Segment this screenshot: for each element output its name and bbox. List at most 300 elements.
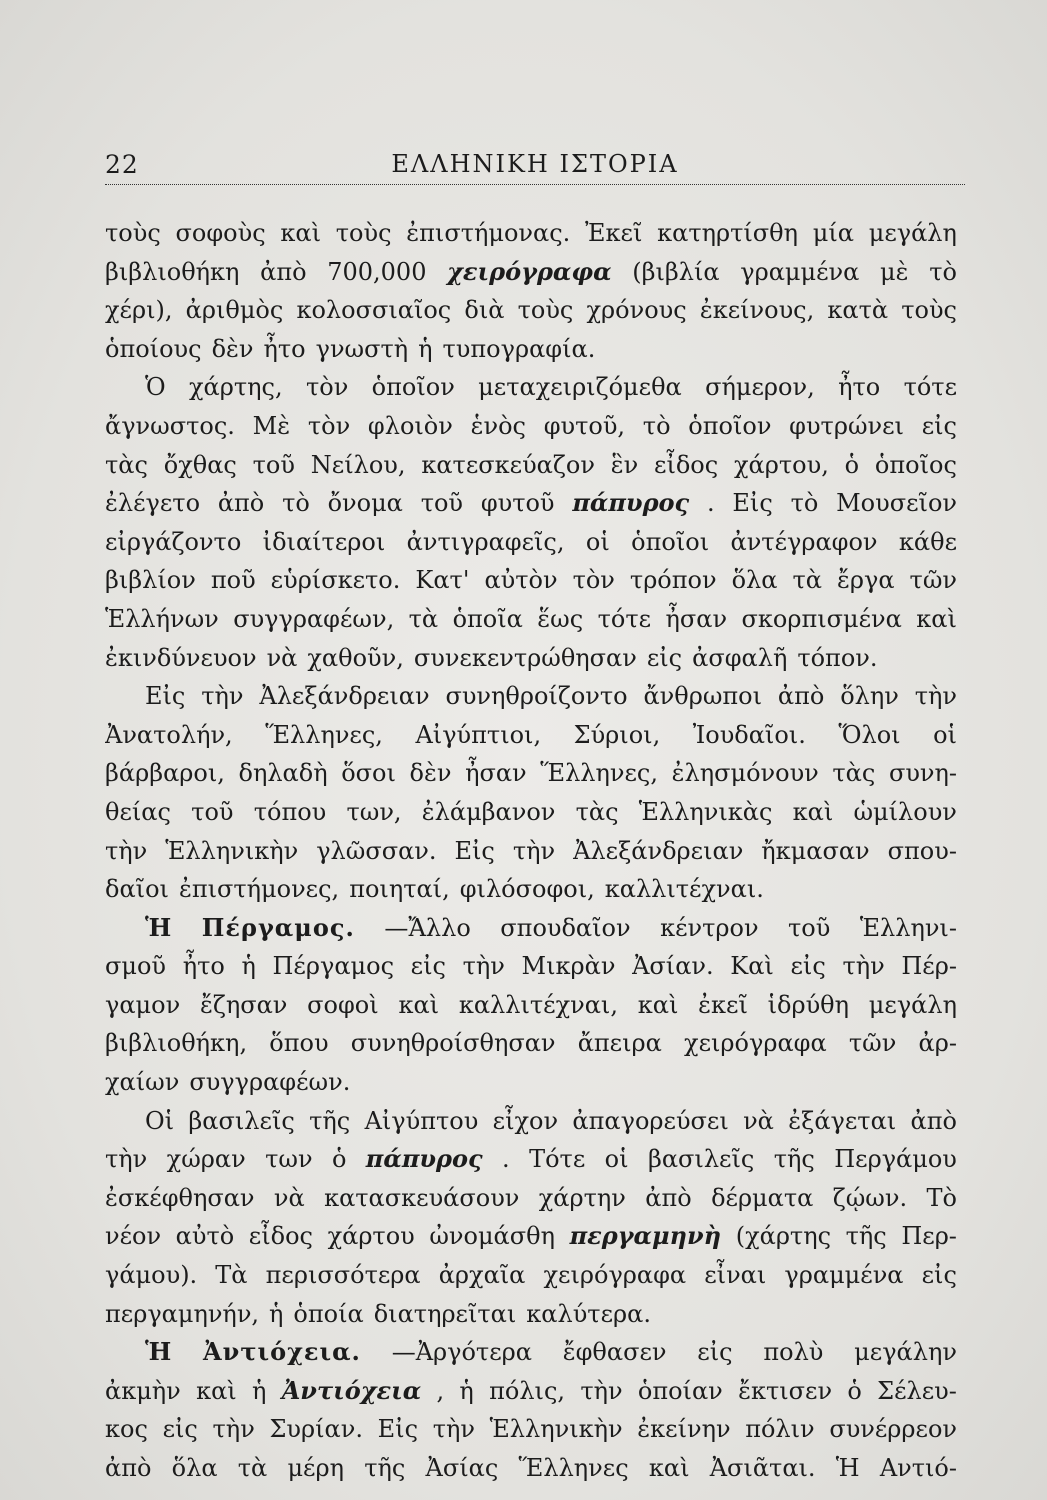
word: τοῦ [788,913,831,942]
text-line [105,677,957,716]
word: ἑνὸς [470,411,526,440]
text-line [105,1410,957,1449]
word: φλοιὸν [367,411,453,440]
emphasized-word: Ἀντιόχεια [281,1375,422,1405]
header-rule [105,184,965,185]
word: τότε [903,373,957,402]
word: ἐπιστήμονας. [406,219,571,247]
word: Ἀλεξάνδρειαν [259,682,430,711]
word: πόλις, [489,1376,566,1405]
text-line [105,291,957,330]
section-heading-word: Πέργαμος. [201,912,355,942]
word: χάρτου [327,1222,415,1251]
text-line [105,986,957,1025]
word: τοὺς [901,296,957,325]
word: ἦτο [182,952,225,981]
word: Ἑλληνι- [859,913,957,942]
word: Τὰ [215,1261,248,1290]
word: συγγραφέων, [233,604,395,633]
word: ἡ [269,1299,284,1328]
word: τόπου [253,797,327,826]
word: (χάρτης [735,1222,832,1251]
word: νὰ [743,1106,774,1135]
text-line [105,1179,957,1218]
word: χειρόγραφα [543,1261,687,1290]
word: συνεκεντρώθησαν [413,643,637,672]
word: τὴν [105,1145,148,1174]
word: τὸν [572,566,615,595]
word: ἡ [459,1376,474,1405]
section-heading-word: Ἡ [145,1337,173,1367]
text-line [105,870,957,909]
word: ποιηταί, [349,875,450,904]
word: διὰ [464,296,505,325]
word: εἰς [646,643,683,672]
word: Ἀσίαν. [632,952,714,981]
word: ἦσαν [465,759,527,788]
word: Ἑλληνικὴν [489,1415,623,1444]
word: ἡ [418,334,433,363]
word: εἶχον [492,1106,559,1135]
word: χάρτου, [734,450,829,479]
text-line [105,330,957,369]
word: βάρβαροι, [105,759,225,788]
word: Ἀσίας [425,1454,499,1482]
word: των, [346,797,402,826]
word: δὲν [409,759,452,788]
word: βιβλιοθήκη, [105,1029,248,1058]
word: ὁποία [293,1299,364,1328]
word: καὶ [792,797,834,826]
emphasized-word: πάπυρος [572,488,690,518]
word: γάμου). [105,1261,198,1290]
word: τὴν [462,952,505,981]
word: ἀρχαῖα [438,1261,526,1290]
word: γραμμένα [740,257,860,286]
word: ὁποίαν [637,1376,723,1405]
word: περγαμηνήν, [105,1299,260,1328]
word: τρόπον [629,566,717,595]
text-line [105,1372,957,1411]
word: καλύτερα. [526,1299,651,1328]
text-line [105,368,957,407]
word: ἐξάγεται [788,1106,897,1135]
word: ἐκείνην [637,1415,731,1444]
text-line [105,407,957,446]
word: γραμμένα [784,1261,904,1290]
text-line [105,253,957,292]
word: Οἱ [145,1106,175,1135]
word: χώραν [166,1145,246,1174]
word: σήμερον, [705,373,815,402]
word: γαμον [105,990,181,1019]
word: Νείλου, [310,450,406,479]
word: ὁποῖα [452,604,523,633]
word: πολὺ [763,1338,824,1367]
word: κάθε [898,527,957,556]
page-header [105,150,965,186]
word: τὰ [792,566,822,595]
word: ἐλέγετο [105,489,201,518]
word: των [265,1145,313,1174]
word: ἦτο [263,334,306,363]
emphasized-word: πάπυρος [365,1144,483,1174]
word: Εἰς [732,489,773,518]
word: κατηρτίσθη [657,219,798,247]
word: Σέλευ- [877,1376,957,1405]
word: τόπον. [797,643,878,672]
word: τῆς [845,1222,887,1251]
word: ὁποῖον [688,411,772,440]
word: ἔκτισεν [738,1376,833,1405]
word: αὐτὸ [175,1222,235,1251]
word: Περγάμου [834,1145,957,1174]
word: ἀπὸ [260,257,307,286]
word: ὅλην [840,682,899,711]
word: ἔφθασεν [562,1338,667,1367]
text-line [105,484,957,523]
word: Αἰγύπτου [364,1106,479,1135]
word: εἰργάζοντο [105,527,242,556]
word: τὰ [237,1454,268,1482]
word: ὁποῖοι [631,527,710,556]
word: ὅσοι [341,759,396,788]
word: τὴν [105,836,148,865]
word: Περ- [901,1222,957,1251]
word: τὸν [305,373,349,402]
page-number: 22 [105,150,139,179]
word: κος [105,1415,148,1444]
word: Ἑλληνικὰς [638,797,773,826]
word: βιβλίον [105,566,196,595]
word: τὰς [105,450,148,479]
text-line [105,793,957,832]
word: ὅπου [269,1029,329,1058]
word: χαθοῦν, [307,643,404,672]
word: ὁ [331,1145,347,1174]
word: ὄχθας [163,450,237,479]
word: κατεσκεύαζον [421,450,595,479]
word: οἱ [933,720,957,749]
word: ἦσαν [665,604,728,633]
word: τὴν [914,682,957,711]
word: Τότε [529,1145,586,1174]
text-line [105,523,957,562]
word: γνωστὴ [315,334,409,363]
word: καλλιτέχναι. [604,875,764,904]
word: τὴν [201,682,244,711]
word: (βιβλία [632,257,720,286]
word: χάρτην [538,1183,626,1212]
word: ἓν [610,450,639,479]
running-title: ΕΛΛΗΝΙΚΗ ΙΣΤΟΡΙΑ [391,150,679,178]
word: τὴν [580,1376,623,1405]
word: χέρι), [105,296,173,325]
word: Ὅλοι [838,720,901,749]
word: ποῦ [210,566,256,595]
word: χειρόγραφα [684,1029,827,1058]
word: καλλιτέχναι, [458,990,618,1019]
word: καὶ [648,1454,690,1482]
word: ἀπαγορεύσει [572,1106,729,1135]
word: τὸ [790,489,819,518]
word: εἶναι [704,1261,767,1290]
word: Ἕλληνες [518,1454,629,1482]
word: τὴν [212,1415,255,1444]
word: τοὺς [105,219,161,247]
word: ἄνθρωποι [643,682,763,711]
text-line [105,754,957,793]
word: εἰς [697,1338,733,1367]
word: Πέρ- [901,952,957,981]
word: τὰς [575,797,619,826]
word: εἶδος [248,1222,313,1251]
text-line [105,561,957,600]
word: ἀπὸ [910,1106,957,1135]
word: Μουσεῖον [836,489,957,518]
text-line [105,909,957,948]
word: ζῴων. [832,1183,908,1212]
word: τοὺς [517,296,574,325]
word: καὶ [637,990,679,1019]
word: σκορπισμένα [741,604,902,633]
word: φυτοῦ [480,489,555,518]
word: κατὰ [827,296,889,325]
word: συγγραφέων. [189,1068,351,1097]
body-text [105,214,957,1488]
word: Πέργαμος [272,952,395,981]
word: Ἰουδαῖοι. [692,720,806,749]
word: ἄγνωστος. [105,411,235,440]
text-line [105,1449,957,1488]
word: μὲ [880,257,909,286]
word: τῶν [848,1029,897,1058]
word: ἐκεῖ [698,990,748,1019]
word: πόλιν [745,1415,815,1444]
word: Τὸ [926,1183,957,1212]
word: μεταχειριζόμεθα [478,373,682,402]
word: βασιλεῖς [188,1106,295,1135]
word: 700,000 [327,257,427,286]
word: τῆς [773,1145,815,1174]
text-line [105,1063,957,1102]
text-line [105,716,957,755]
word: τότε [597,604,652,633]
word: Ἕλληνες, [540,759,658,788]
word: εὑρίσκετο. [270,566,401,595]
word: σπουδαῖον [500,913,631,942]
word: τοῦ [191,797,234,826]
word: φυτρώνει [789,411,904,440]
word: —Ἄλλο [384,913,471,942]
word: ἐλάμβανον [421,797,556,826]
word: νὰ [266,643,298,672]
word: Εἰς [377,1415,419,1444]
word: γλῶσσαν. [316,836,437,865]
word: εἰς [921,1261,957,1290]
word: τοῦ [252,450,295,479]
word: ἔζησαν [199,990,288,1019]
word: νέον [105,1222,162,1251]
word: ὁποῖον [371,373,455,402]
text-line [105,446,957,485]
word: σπου- [887,836,957,865]
word: εἰς [410,952,446,981]
word: χάρτης, [189,373,283,402]
word: ἀπὸ [105,1454,152,1482]
word: ἰδιαίτεροι [262,527,386,556]
word: μεγάλην [854,1338,957,1367]
word: φιλόσοφοι, [459,875,595,904]
word: Ἐκεῖ [585,219,643,247]
word: . [502,1145,510,1174]
word: τῆς [309,1106,351,1135]
word: ὁποῖος [874,450,957,479]
word: περισσότερα [265,1261,421,1290]
word: αὐτὸν [484,566,558,595]
text-line [105,947,957,986]
word: ἀκμὴν [105,1376,181,1405]
word: καὶ [196,1376,237,1405]
word: τὴν [512,836,556,865]
word: εἰς [790,952,826,981]
word: τὴν [842,952,885,981]
word: ἐπιστήμονες, [178,875,340,904]
word: μεγάλη [868,219,957,247]
word: συνέρρεον [829,1415,957,1444]
word: δαῖοι [105,875,169,904]
text-line [105,1024,957,1063]
word: τῶν [909,566,957,595]
text-line [105,600,957,639]
word: καὶ [398,990,440,1019]
word: νὰ [273,1183,305,1212]
word: ὄνομα [327,489,403,518]
word: βασιλεῖς [647,1145,755,1174]
word: Μὲ [252,411,291,440]
word: δέρματα [711,1183,814,1212]
word: οἱ [604,1145,629,1174]
word: μέρη [287,1454,344,1482]
word: Ἀσιᾶται. [709,1454,816,1482]
word: Ἑλληνικὴν [165,836,299,865]
word: ἱδρύθη [767,990,850,1019]
word: φυτοῦ, [543,411,626,440]
text-line [105,1140,957,1179]
word: Αντιό- [879,1454,957,1482]
word: ἀριθμὸς [185,296,284,325]
word: τοὺς [335,219,392,247]
word: χαίων [105,1068,180,1097]
word: τὸν [307,411,351,440]
word: τὸ [282,489,310,518]
word: ἀπὸ [777,682,825,711]
word: συνηθροίσθησαν [350,1029,556,1058]
word: Αἰγύπτιοι, [415,720,542,749]
word: , [436,1376,445,1405]
word: ἔργα [836,566,895,595]
word: κέντρον [660,913,759,942]
word: μία [812,219,854,247]
word: ὡμίλουν [853,797,957,826]
word: συνη- [888,759,957,788]
word: μεγάλη [868,990,957,1019]
word: εἰς [162,1415,198,1444]
word: διατηρεῖται [373,1299,517,1328]
word: ὁποίους [105,334,202,363]
word: Μικρὰν [521,952,616,981]
word: δὲν [211,334,254,363]
word: τὰς [832,759,876,788]
word: Ἑλλήνων [105,604,219,633]
word: Καὶ [730,952,774,981]
word: τὸ [929,257,957,286]
word: Σύριοι, [573,720,661,749]
word: συνηθροίζοντο [445,682,628,711]
word: καὶ [280,219,322,247]
word: τὴν [432,1415,475,1444]
section-heading-word: Ἀντιόχεια. [203,1337,361,1367]
word: ἕως [537,604,584,633]
word: ὁ [847,1376,862,1405]
word: τὸ [642,411,671,440]
word: ἐκινδύνευον [105,643,257,672]
word: εἶδος [654,450,719,479]
emphasized-word: χειρόγραφα [447,256,612,286]
word: Εἰς [454,836,495,865]
word: ἀσφαλῆ [692,643,788,672]
word: Ἀλεξάνδρειαν [573,836,744,865]
text-line [105,1102,957,1141]
word: καὶ [916,604,957,633]
word: τῆς [364,1454,406,1482]
word: ἀπὸ [645,1183,692,1212]
text-line [105,1295,957,1334]
word: ἀντιγραφεῖς, [406,527,565,556]
word: κολοσσιαῖος [296,296,452,325]
word: ἤκμασαν [761,836,870,865]
word: βιβλιοθήκη [105,257,240,286]
text-line [105,214,957,253]
word: τυπογραφία. [442,334,596,363]
word: Συρίαν. [269,1415,363,1444]
word: ἡ [241,952,256,981]
word: ἐλησμόνουν [671,759,819,788]
word: ὅλα [171,1454,218,1482]
text-line [105,832,957,871]
word: Ὁ [145,373,166,402]
word: ἡ [252,1376,267,1405]
word: . [706,489,715,518]
word: ἐκείνους, [699,296,815,325]
word: σμοῦ [105,952,167,981]
text-line [105,639,957,678]
emphasized-word: περγαμηνὴ [569,1221,722,1251]
word: ἀρ- [918,1029,957,1058]
word: ἀπὸ [217,489,265,518]
word: ὁ [844,450,860,479]
text-line [105,1217,957,1256]
text-line [105,1333,957,1372]
word: ἀντέγραφον [730,527,878,556]
word: Ἡ [835,1454,860,1482]
word: τοῦ [420,489,464,518]
word: σοφοὶ [307,990,379,1019]
word: ἄπειρα [577,1029,662,1058]
word: Εἰς [145,682,186,711]
word: ὅλα [731,566,778,595]
word: θείας [105,797,171,826]
